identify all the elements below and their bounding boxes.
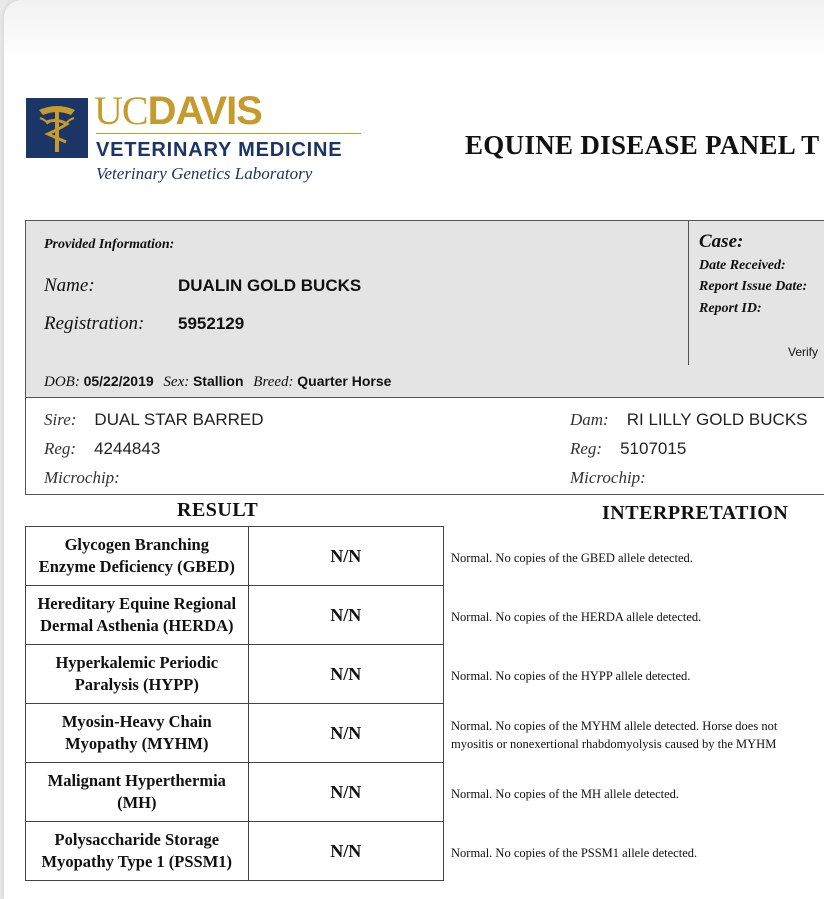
table-row [26, 586, 444, 645]
logo-divider [96, 133, 361, 134]
sire-row [44, 410, 264, 430]
provided-info-heading: Provided Information: [44, 237, 175, 252]
interpretation-text [451, 717, 824, 753]
test-name-line1: Myosin-Heavy Chain [61, 712, 212, 731]
table-row [26, 645, 444, 704]
dob-label: DOB: [44, 374, 80, 390]
provided-info-box [25, 220, 824, 366]
test-name-line1: Malignant Hyperthermia [47, 771, 226, 790]
horse-details-row [25, 365, 824, 398]
test-result: N/N [248, 527, 443, 586]
breed-value: Quarter Horse [297, 373, 392, 389]
date-received-label: Date Received: [699, 258, 786, 273]
test-result: N/N [248, 645, 443, 704]
interpretation-line2: myositis or nonexertional rhabdomyolysis caused by the MYHM [451, 737, 777, 751]
table-row [26, 704, 444, 763]
dam-label: Dam: [570, 410, 609, 429]
dam-reg-row [570, 439, 686, 459]
test-result: N/N [248, 763, 443, 822]
dam-name: RI LILLY GOLD BUCKS [626, 410, 808, 429]
results-table [25, 526, 444, 881]
interpretation-text [451, 844, 824, 862]
test-name-line1: Polysaccharide Storage [54, 830, 220, 849]
test-name [26, 704, 249, 763]
test-result: N/N [248, 822, 443, 881]
test-name-line2: Paralysis (HYPP) [74, 675, 199, 694]
interpretation-line1: Normal. No copies of the HYPP allele detected. [451, 669, 691, 683]
verify-link[interactable]: Verify [788, 345, 819, 359]
test-name-line1: Hereditary Equine Regional [37, 594, 237, 613]
test-name-line1: Glycogen Branching [64, 535, 209, 554]
sire-microchip-label: Microchip: [44, 468, 120, 487]
report-page [4, 0, 824, 899]
report-issue-date-label: Report Issue Date: [699, 279, 808, 294]
interpretation-line1: Normal. No copies of the GBED allele detected. [451, 551, 693, 565]
dam-microchip-label: Microchip: [570, 468, 646, 487]
dam-reg-label: Reg: [570, 439, 603, 458]
test-name [26, 586, 249, 645]
dob-value: 05/22/2019 [83, 373, 154, 389]
breed-label: Breed: [253, 374, 294, 390]
pedigree-box [25, 398, 824, 495]
interpretation-line1: Normal. No copies of the MH allele detected. [451, 787, 680, 801]
test-name-line2: Dermal Asthenia (HERDA) [40, 616, 234, 635]
registration-value: 5952129 [178, 314, 245, 333]
registration-label: Registration: [44, 313, 145, 334]
report-id-label: Report ID: [699, 301, 762, 316]
test-name [26, 645, 249, 704]
interpretation-heading: INTERPRETATION [602, 502, 789, 524]
interpretation-line1: Normal. No copies of the MYHM allele detected. Horse does not [451, 719, 778, 733]
interpretation-text [451, 785, 824, 803]
dam-microchip-row [570, 468, 646, 488]
logo-uc-text: UC [94, 88, 148, 133]
report-title: EQUINE DISEASE PANEL T [465, 130, 820, 160]
result-heading: RESULT [177, 499, 259, 521]
logo-lab-name: Veterinary Genetics Laboratory [96, 164, 313, 183]
page-top-shade [4, 0, 824, 60]
interpretation-text [451, 608, 824, 626]
test-name-line1: Hyperkalemic Periodic [55, 653, 219, 672]
interpretation-text [451, 667, 824, 685]
test-name-line2: (MH) [117, 793, 157, 812]
sire-label: Sire: [44, 410, 77, 429]
test-name [26, 527, 249, 586]
test-name-line2: Myopathy (MYHM) [65, 734, 209, 753]
interpretation-line1: Normal. No copies of the PSSM1 allele detected. [451, 846, 698, 860]
sex-value: Stallion [192, 373, 244, 389]
table-row [26, 822, 444, 881]
test-name [26, 822, 249, 881]
case-label: Case: [699, 231, 744, 252]
dam-reg-value: 5107015 [620, 439, 687, 458]
table-row [26, 763, 444, 822]
caduceus-horseshoe-icon [26, 98, 88, 158]
sire-reg-row [44, 439, 160, 459]
test-name [26, 763, 249, 822]
sire-reg-value: 4244843 [94, 439, 161, 458]
sire-microchip-row [44, 468, 120, 488]
test-name-line2: Enzyme Deficiency (GBED) [38, 557, 235, 576]
logo-davis-text: DAVIS [147, 89, 262, 133]
interpretation-line1: Normal. No copies of the HERDA allele detected. [451, 610, 702, 624]
test-name-line2: Myopathy Type 1 (PSSM1) [41, 852, 233, 871]
sire-reg-label: Reg: [44, 439, 77, 458]
info-divider [688, 221, 689, 365]
interpretation-text [451, 549, 824, 567]
test-result: N/N [248, 586, 443, 645]
sex-label: Sex: [163, 374, 190, 390]
logo-school-name: VETERINARY MEDICINE [96, 139, 343, 161]
name-value: DUALIN GOLD BUCKS [178, 276, 362, 295]
sire-name: DUAL STAR BARRED [94, 410, 264, 429]
dam-row [570, 410, 808, 430]
name-label: Name: [44, 275, 95, 296]
ucdavis-logo-wordmark [94, 88, 262, 134]
test-result: N/N [248, 704, 443, 763]
table-row [26, 527, 444, 586]
